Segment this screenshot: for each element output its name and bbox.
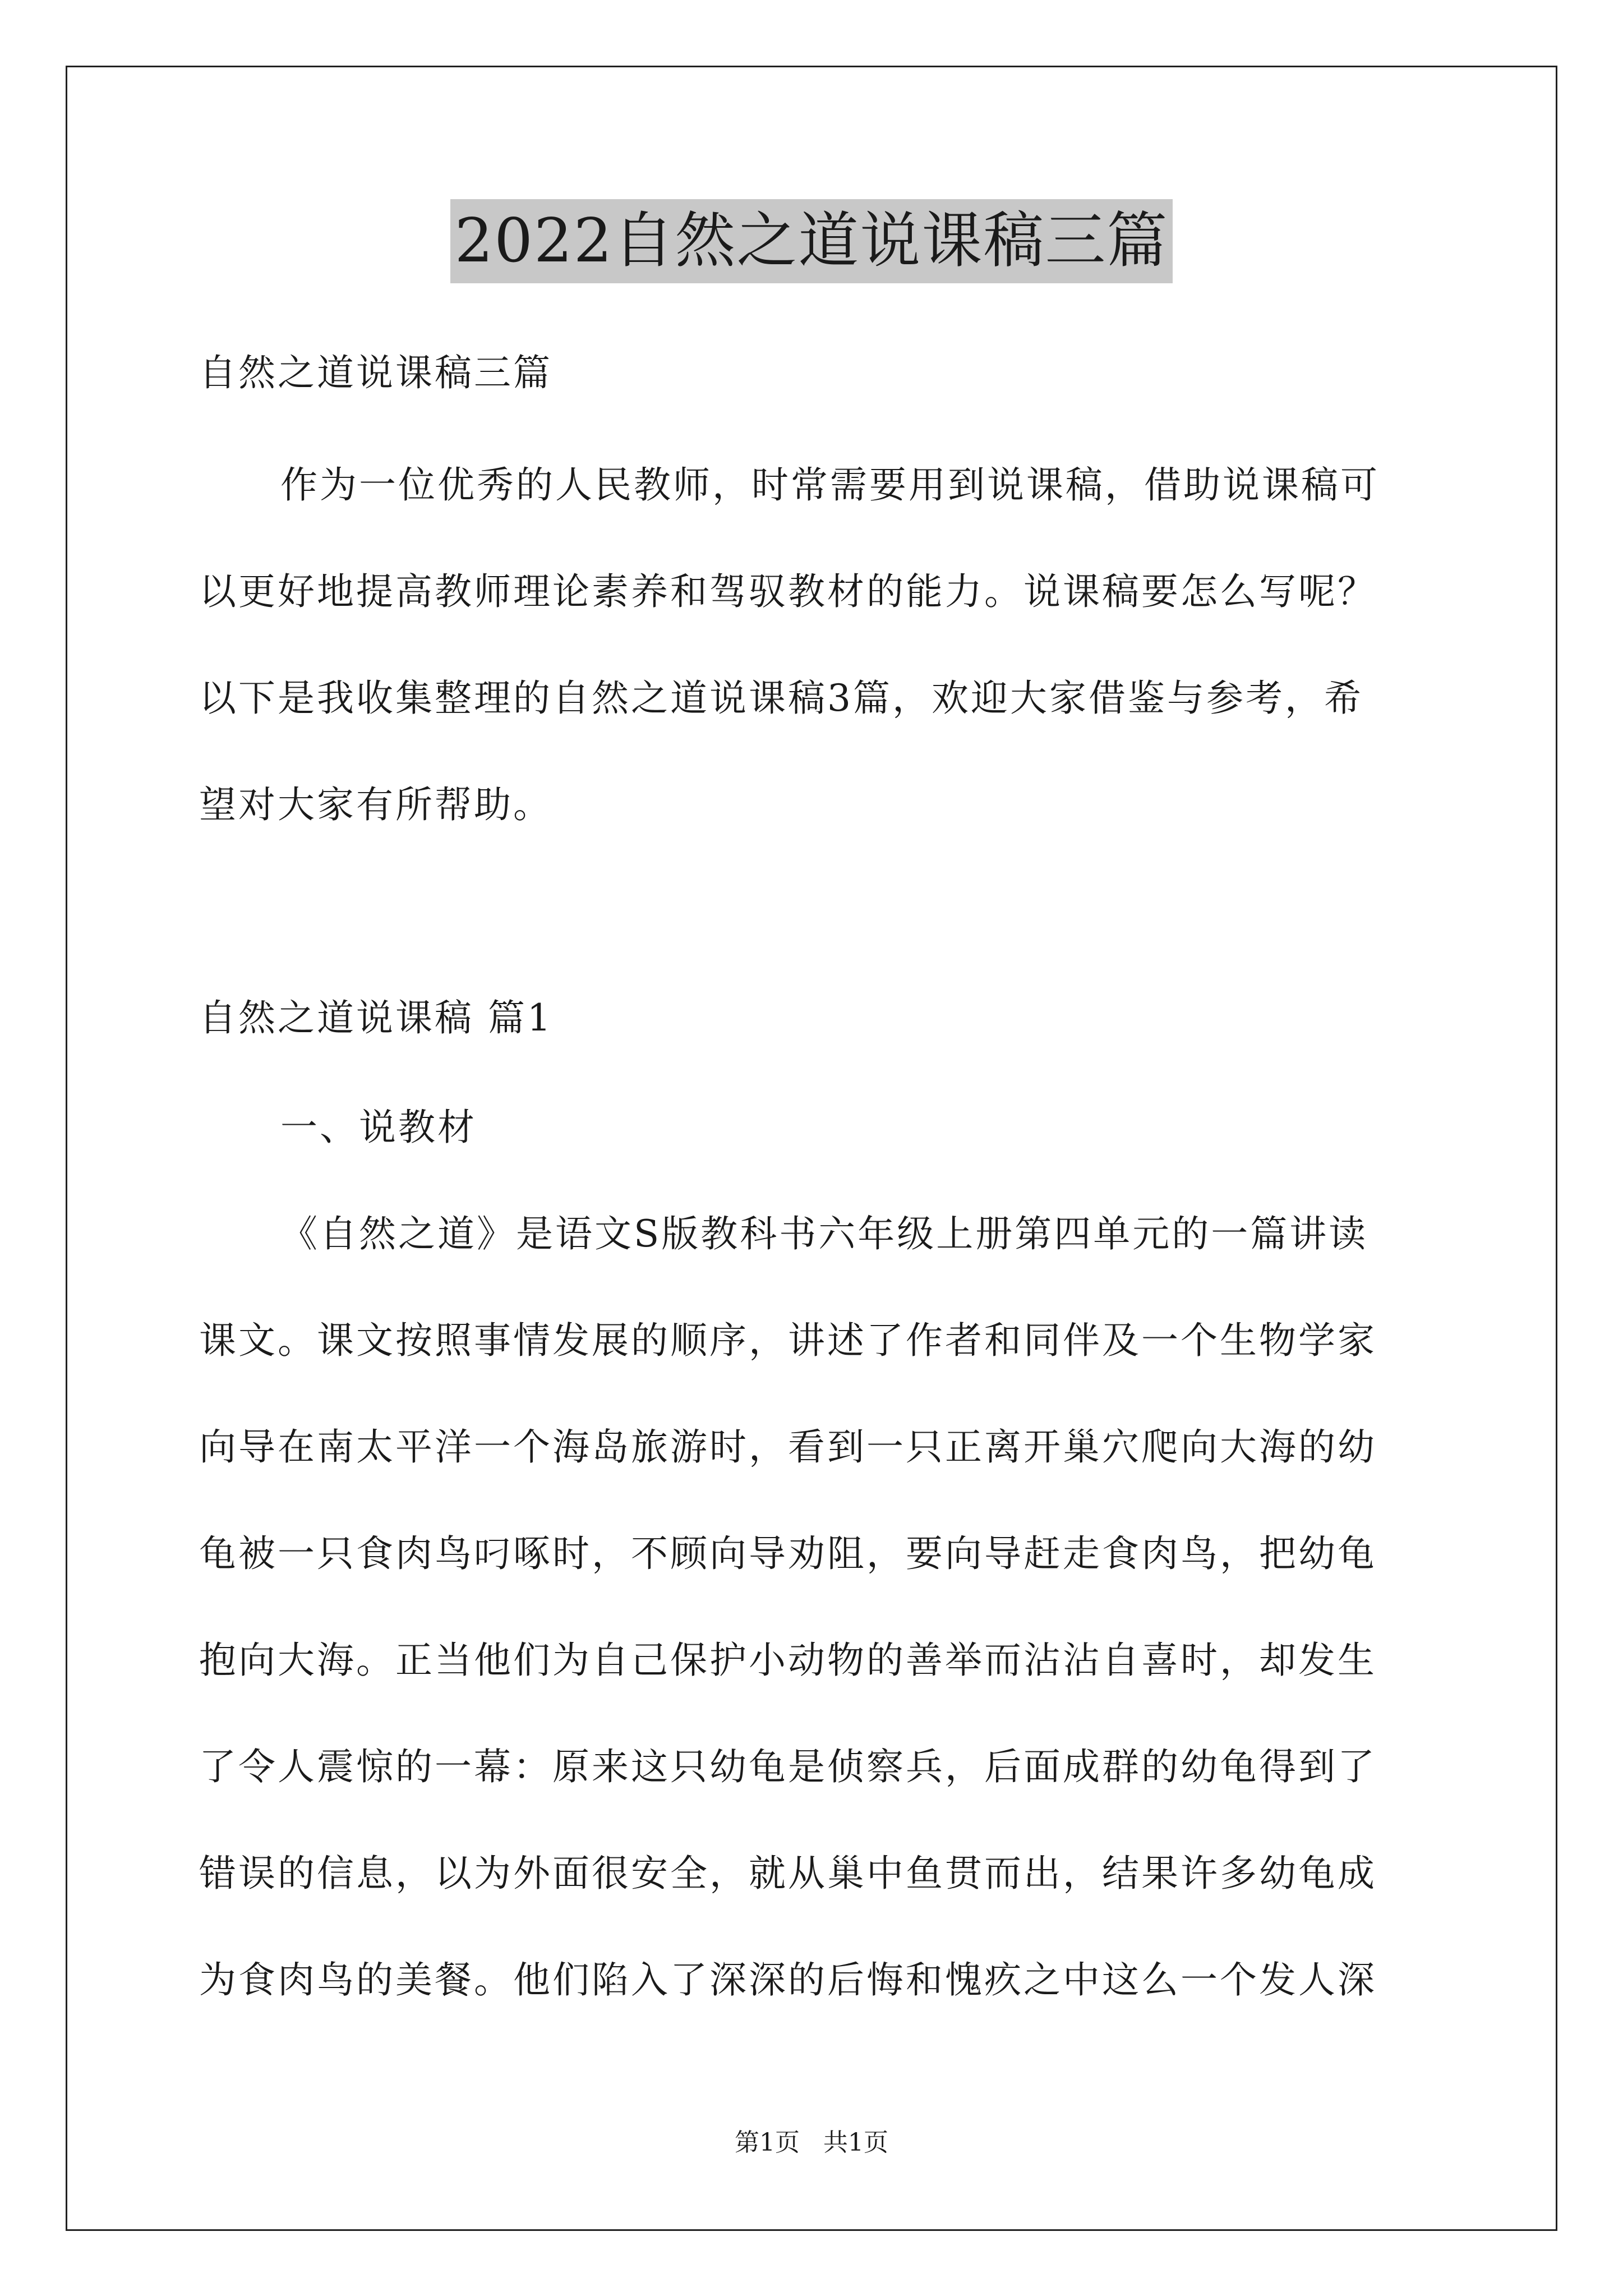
intro-line: 以更好地提高教师理论素养和驾驭教材的能力。说课稿要怎么写呢？ (199, 570, 1377, 613)
body-line: 龟被一只食肉鸟叼啄时，不顾向导劝阻，要向导赶走食肉鸟，把幼龟 (199, 1532, 1377, 1575)
body-line: 向导在南太平洋一个海岛旅游时，看到一只正离开巢穴爬向大海的幼 (199, 1425, 1377, 1469)
body-line: 《自然之道》是语文S版教科书六年级上册第四单元的一篇讲读 (280, 1212, 1368, 1255)
body-line: 课文。课文按照事情发展的顺序，讲述了作者和同伴及一个生物学家 (199, 1319, 1377, 1362)
subheading: 一、说教材 (280, 1106, 477, 1149)
page-footer (0, 2126, 1623, 2160)
section-heading: 自然之道说课稿 篇1 (199, 996, 553, 1039)
intro-line: 望对大家有所帮助。 (199, 783, 552, 826)
intro-line: 作为一位优秀的人民教师，时常需要用到说课稿，借助说课稿可 (280, 463, 1380, 507)
title-container (0, 199, 1623, 283)
document-title: 2022自然之道说课稿三篇 (450, 199, 1173, 283)
body-line: 抱向大海。正当他们为自己保护小动物的善举而沾沾自喜时，却发生 (199, 1639, 1377, 1682)
body-line: 错误的信息，以为外面很安全，就从巢中鱼贯而出，结果许多幼龟成 (199, 1852, 1377, 1895)
intro-line: 以下是我收集整理的自然之道说课稿3篇，欢迎大家借鉴与参考，希 (199, 677, 1363, 720)
document-subtitle: 自然之道说课稿三篇 (199, 351, 552, 394)
body-line: 了令人震惊的一幕：原来这只幼龟是侦察兵，后面成群的幼龟得到了 (199, 1745, 1377, 1788)
page-number: 第1页 共1页 (735, 2128, 888, 2157)
body-line: 为食肉鸟的美餐。他们陷入了深深的后悔和愧疚之中这么一个发人深 (199, 1958, 1377, 2001)
